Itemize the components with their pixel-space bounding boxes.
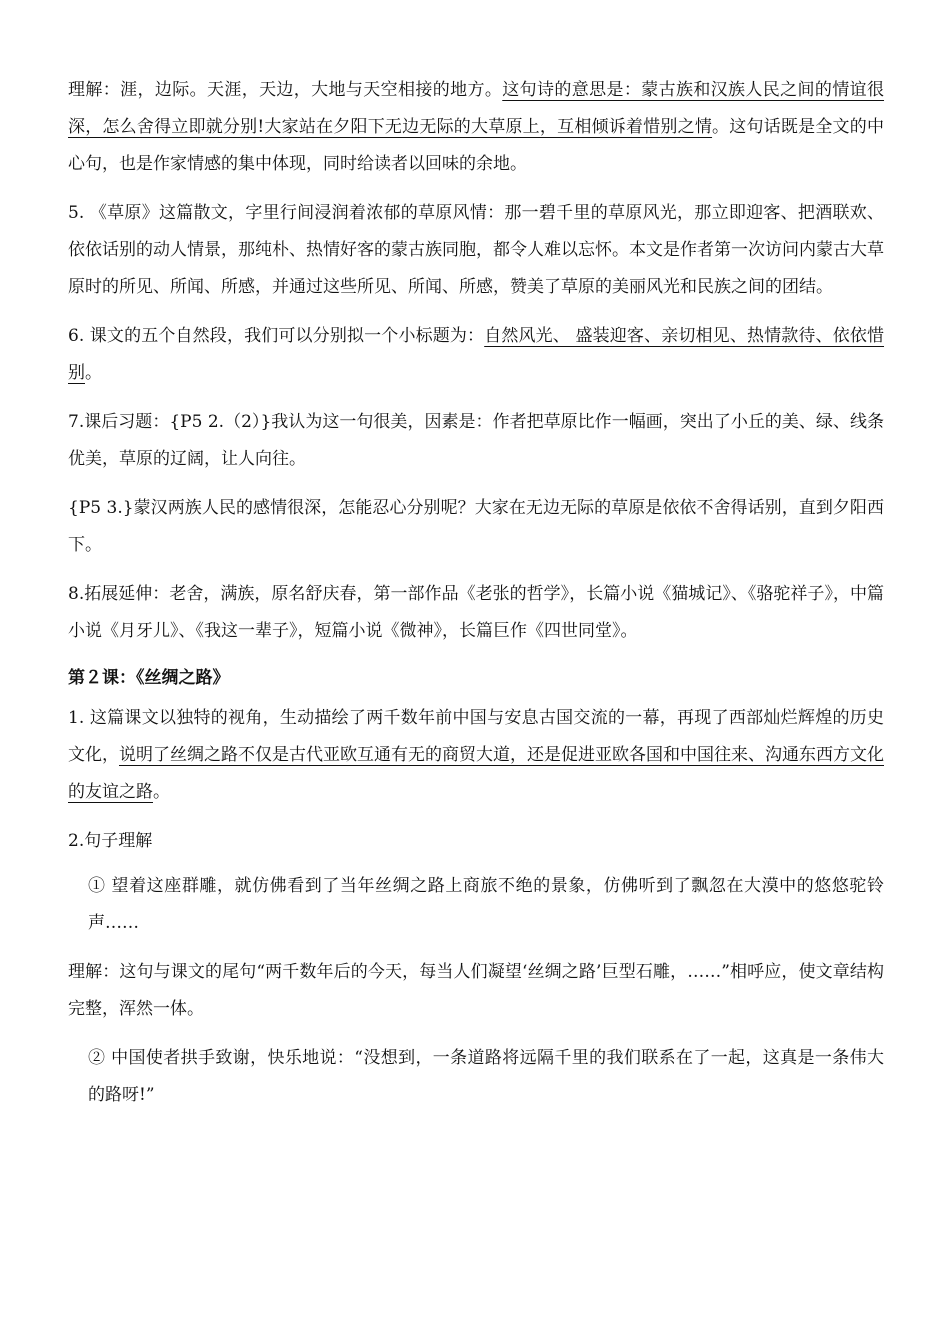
underlined-segment: 这句诗的意思是：蒙古族和汉族人民之间的情谊很深，怎么舍得立即就分别!大家站在夕阳下无边无际的大草原上，互相倾诉着惜别之情 (68, 80, 885, 137)
paragraph-item-7-p5-3 (68, 490, 884, 564)
text-segment: 8.拓展延伸：老舍，满族，原名舒庆春，第一部作品《老张的哲学》，长篇小说《猫城记》、《骆驼祥子》，中篇小说《月牙儿》、《我这一辈子》，短篇小说《微神》，长篇巨作《四世同堂》。 (68, 584, 884, 641)
lesson2-sentence-2 (68, 1040, 884, 1114)
paragraph-item-5 (68, 195, 884, 306)
lesson2-heading: 第２课：《丝绸之路》 (68, 668, 230, 688)
lesson2-item-2 (68, 823, 884, 860)
text-segment: ② 中国使者拱手致谢，快乐地说：“没想到，一条道路将远隔千里的我们联系在了一起，这真是一条伟大的路呀!” (88, 1048, 884, 1105)
lesson2-understanding (68, 954, 884, 1028)
lesson2-sentence-1 (68, 868, 884, 942)
paragraph-item-8 (68, 576, 884, 650)
lesson2-item-1 (68, 700, 884, 811)
text-segment: 。 (153, 782, 170, 802)
text-segment: 。 (85, 363, 102, 383)
text-segment: 7.课后习题：{P5 2.（2）}我认为这一句很美，因素是：作者把草原比作一幅画，突出了小丘的美、绿、线条优美，草原的辽阔，让人向往。 (68, 412, 884, 469)
lesson2-section (68, 662, 884, 1114)
paragraph-item-7 (68, 404, 884, 478)
text-segment: 6. 课文的五个自然段，我们可以分别拟一个小标题为： (68, 326, 485, 346)
text-segment: 理解：涯，边际。天涯，天边，大地与天空相接的地方。 (68, 80, 503, 100)
text-segment: 理解：这句与课文的尾句“两千数年后的今天，每当人们凝望‘丝绸之路’巨型石雕，……”相呼应，使文章结构完整，浑然一体。 (68, 962, 884, 1019)
lesson1-section (68, 72, 884, 650)
paragraph-understanding (68, 72, 884, 183)
text-segment: 。这句话既是全文的中心句，也是作家情感的集中体现，同时给读者以回味的余地。 (68, 117, 884, 174)
text-segment: 5. 《草原》这篇散文，字里行间浸润着浓郁的草原风情：那一碧千里的草原风光，那立即迎客、把酒联欢、依依话别的动人情景，那纯朴、热情好客的蒙古族同胞，都令人难以忘怀。本文是作者第一次访问内蒙古大草原时的所见、所闻、所感，并通过这些所见、所闻、所感，赞美了草原的美丽风光和民族之间的团结。 (68, 203, 884, 297)
text-segment: ① 望着这座群雕，就仿佛看到了当年丝绸之路上商旅不绝的景象，仿佛听到了飘忽在大漠中的悠悠驼铃声…… (88, 876, 884, 933)
paragraph-item-6 (68, 318, 884, 392)
underlined-segment: 说明了丝绸之路不仅是古代亚欧互通有无的商贸大道，还是促进亚欧各国和中国往来、沟通东西方文化的友谊之路 (68, 745, 884, 802)
document-page (68, 72, 884, 1126)
text-segment: {P5 3.}蒙汉两族人民的感情很深，怎能忍心分别呢？大家在无边无际的草原是依依不舍得话别，直到夕阳西下。 (68, 498, 884, 555)
underlined-segment: 自然风光、 盛装迎客、亲切相见、热情款待、依依惜别 (68, 326, 885, 383)
text-segment: 1. 这篇课文以独特的视角，生动描绘了两千数年前中国与安息古国交流的一幕，再现了西部灿烂辉煌的历史文化， (68, 708, 884, 765)
text-segment: 2.句子理解 (68, 831, 153, 851)
